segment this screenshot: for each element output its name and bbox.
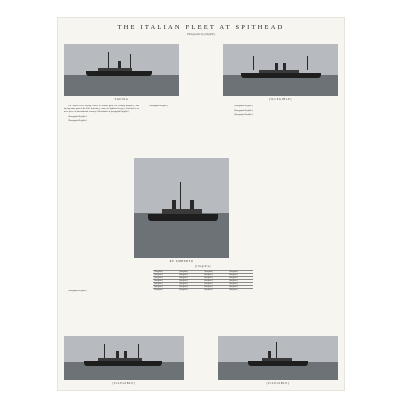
table-cell: [illegible] (153, 285, 178, 288)
table-cell: [illegible] (203, 282, 228, 285)
table-header-cell: [illegible] (153, 270, 178, 273)
table-cell: [illegible] (178, 279, 203, 282)
article-paragraph: [Paragraph illegible.] (149, 105, 169, 107)
table-cell: [illegible] (228, 285, 253, 288)
ship-photo-bottom-right (218, 336, 338, 380)
article-column-right (230, 105, 338, 335)
table-cell: [illegible] (153, 282, 178, 285)
ship-funnel (283, 63, 286, 70)
article-paragraph: The Italian fleet, having called at British ports for coaling purposes, and having taken part in the Kiel festivities, comes to Spithead to pay a visit that is no mere piece of international courtesy. [Remainder of paragraph illegible.] (64, 105, 139, 114)
ship-funnel (275, 63, 278, 70)
table-cell: [illegible] (203, 279, 228, 282)
ship-hull (86, 71, 152, 76)
table-cell: [illegible] (153, 276, 178, 279)
ship-mast (307, 56, 308, 70)
ship-superstructure (98, 68, 132, 71)
photo-caption: [ILLEGIBLE] (266, 382, 290, 385)
article-column-left (64, 105, 139, 255)
article-paragraph: [Paragraph illegible.] (234, 114, 254, 117)
table-cell: [illegible] (203, 285, 228, 288)
ship-funnel (124, 351, 127, 358)
photo-caption: SAVOIA (114, 98, 129, 101)
ship-funnel (172, 200, 176, 209)
ship-funnel (118, 61, 121, 68)
ship-mast (180, 182, 181, 209)
table-cell: [illegible] (228, 279, 253, 282)
article-paragraph: [Paragraph illegible.] (234, 109, 254, 112)
photo-sky (134, 158, 229, 213)
article-column-bottom (64, 290, 224, 330)
ship-photo-top-right (223, 44, 338, 96)
ship-funnel (268, 351, 271, 358)
table-cell: [illegible] (178, 282, 203, 285)
ship-photo-center (134, 158, 229, 258)
table-cell: [illegible] (178, 288, 203, 291)
table-header-cell: [illegible] (203, 270, 228, 273)
ship-mast (138, 344, 139, 358)
ship-superstructure (98, 358, 142, 361)
table-cell: [illegible] (203, 288, 228, 291)
ship-photo-bottom-left (64, 336, 184, 380)
ship-mast (276, 342, 277, 358)
photo-sea (223, 75, 338, 96)
ship-hull (148, 214, 218, 221)
table-header-cell: [illegible] (178, 270, 203, 273)
ship-funnel (116, 351, 119, 358)
table-cell: [illegible] (228, 282, 253, 285)
photo-caption: [ILLEGIBLE] (269, 98, 292, 101)
ship-mast (130, 54, 131, 68)
ship-hull (84, 361, 162, 366)
table-cell: [illegible] (153, 273, 178, 276)
table-cell: [illegible] (203, 273, 228, 276)
ship-hull (241, 73, 321, 78)
table-cell: [illegible] (153, 279, 178, 282)
ship-mast (104, 344, 105, 358)
article-paragraph: [Paragraph illegible.] (68, 120, 88, 123)
table-header-cell: [illegible] (228, 270, 253, 273)
table-cell: [illegible] (178, 276, 203, 279)
ship-funnel (190, 200, 194, 209)
ship-superstructure (259, 70, 299, 73)
table-cell: [illegible] (203, 276, 228, 279)
ship-mast (253, 56, 254, 70)
table-cell: [illegible] (228, 273, 253, 276)
fleet-table (153, 265, 253, 291)
data-table (153, 270, 253, 291)
ship-superstructure (162, 209, 202, 214)
article-paragraph: [Paragraph illegible.] (68, 290, 88, 292)
photo-caption: RE UMBERTO (169, 260, 194, 263)
page-title: THE ITALIAN FLEET AT SPITHEAD (117, 24, 285, 31)
article-column-center (145, 105, 225, 157)
table-title: [illegible] (195, 265, 211, 268)
ship-photo-top-left (64, 44, 179, 96)
ship-mast (108, 52, 109, 68)
photo-caption: [ILLEGIBLE] (112, 382, 136, 385)
article-paragraph: [Paragraph illegible.] (68, 115, 88, 118)
table-cell: [illegible] (178, 273, 203, 276)
table-cell: [illegible] (153, 288, 178, 291)
photo-sea (64, 75, 179, 96)
ship-superstructure (262, 358, 292, 361)
table-cell: [illegible] (178, 285, 203, 288)
table-cell: [illegible] (228, 288, 253, 291)
photo-credit: Photographs by [illegible] (187, 33, 215, 36)
article-paragraph: [Paragraph illegible.] (234, 105, 254, 107)
table-cell: [illegible] (228, 276, 253, 279)
magazine-page (58, 18, 344, 390)
ship-hull (248, 361, 308, 366)
